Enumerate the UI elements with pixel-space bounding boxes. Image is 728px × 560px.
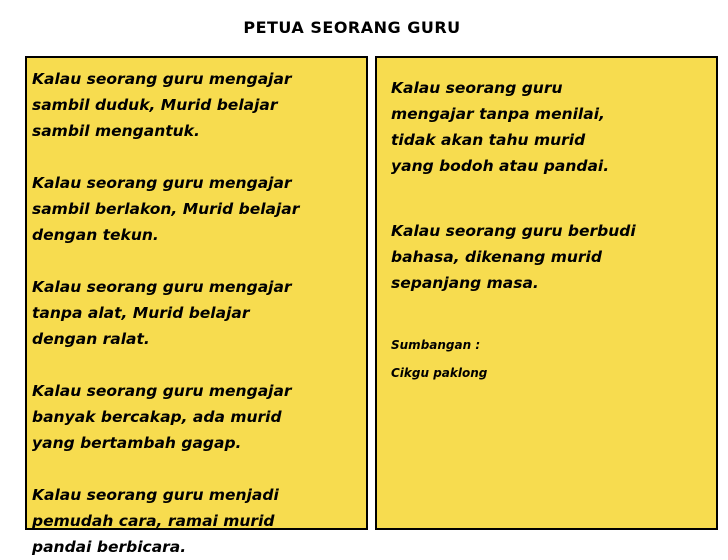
verse-left-3: Kalau seorang guru mengajar tanpa alat, Murid belajar dengan ralat. [32, 278, 292, 348]
verse-left-2: Kalau seorang guru mengajar sambil berlakon, Murid belajar dengan tekun. [32, 174, 300, 244]
credit-label: Sumbangan : [391, 338, 481, 352]
verse-left-4: Kalau seorang guru mengajar banyak bercakap, ada murid yang bertambah gagap. [32, 382, 292, 452]
page-title: PETUA SEORANG GURU [243, 18, 461, 37]
right-panel [375, 56, 718, 530]
verse-left-1: Kalau seorang guru mengajar sambil duduk, Murid belajar sambil mengantuk. [32, 70, 292, 140]
verse-right-2: Kalau seorang guru berbudi bahasa, dikenang murid sepanjang masa. [391, 222, 636, 292]
credit-name: Cikgu paklong [391, 366, 488, 380]
left-panel [25, 56, 368, 556]
verse-right-1: Kalau seorang guru mengajar tanpa menilai, tidak akan tahu murid yang bodoh atau pandai. [391, 79, 610, 175]
verse-left-5: Kalau seorang guru menjadi pemudah cara, ramai murid pandai berbicara. [32, 486, 279, 556]
